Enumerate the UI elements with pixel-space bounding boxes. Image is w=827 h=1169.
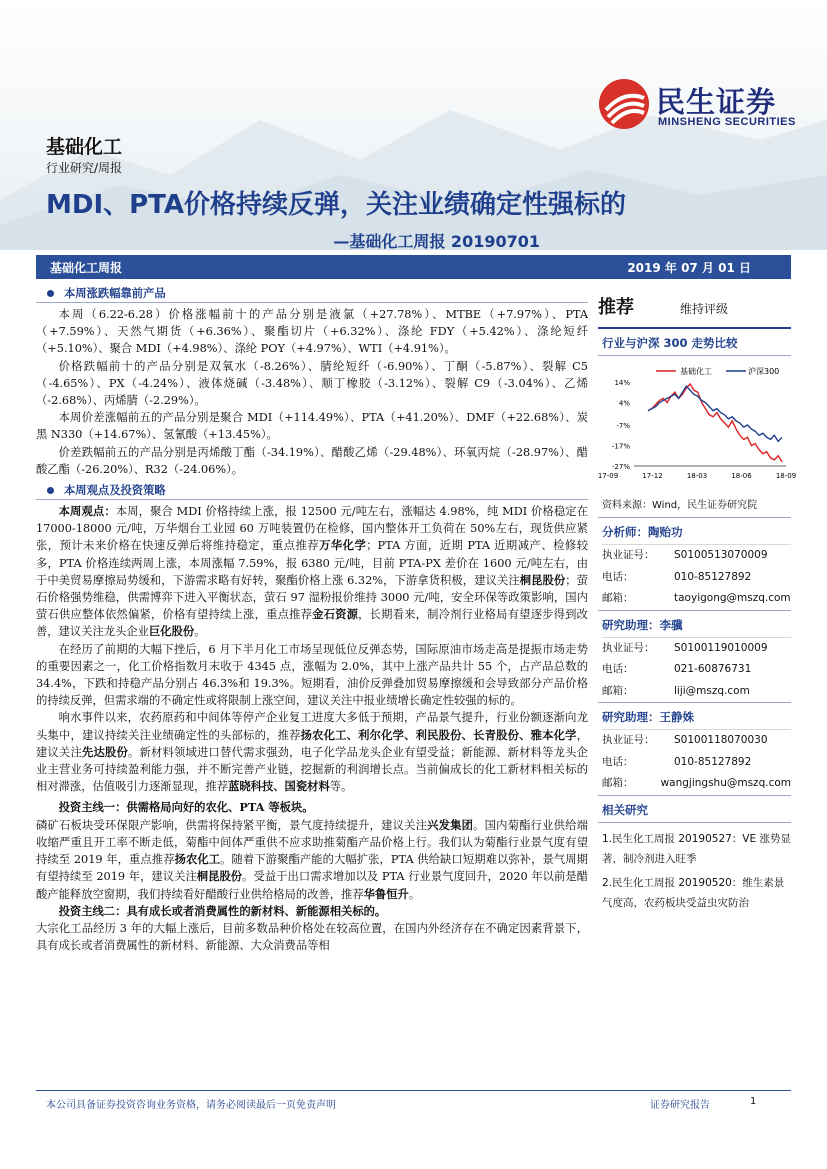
text-run: 。新材料领域进口替代需求强劲，电子化学品龙头企业有望受益；新能源、新材料等龙头企业主营业务可持续盈利能力强，并不断完善产业链，挖掘新的利润增长点。当前偏成长的化工新材料相关标的相对滞涨，估值吸引力逐渐显现，推荐: [36, 745, 588, 794]
report-title: MDI、PTA价格持续反弹，关注业绩确定性强标的: [46, 190, 627, 220]
chart-y-tick: -7%: [616, 422, 630, 431]
info-key: 电话：: [602, 755, 634, 768]
stock-name: 桐昆股份: [196, 869, 243, 884]
stock-name: 华鲁恒升: [363, 886, 409, 901]
info-key: 执业证号：: [602, 734, 655, 746]
info-row: [602, 638, 791, 660]
text-run: 。: [194, 625, 206, 639]
person-name: 王静姝: [659, 710, 694, 724]
paragraph: [36, 709, 588, 795]
info-row: [602, 567, 791, 589]
info-row: [602, 588, 791, 610]
text-run: 磷矿石板块受环保限产影响，供需将保持紧平衡，景气度持续提升，建议关注: [36, 818, 428, 832]
info-value: 010-85127892: [674, 755, 752, 768]
info-value: 010-85127892: [674, 570, 752, 583]
stock-name: 扬农化工: [174, 852, 221, 867]
chart-svg: [597, 362, 797, 490]
logo-english-name: MINSHENG SECURITIES: [658, 116, 796, 128]
paragraph: 价差跌幅前五的产品分别是丙烯酸丁酯（-34.19%）、醋酸乙烯（-29.48%）、环氧丙烷（-28.97%）、醋酸乙酯（-26.20%）、R32（-24.06%）。: [36, 445, 588, 476]
section-heading-movers: [36, 285, 588, 302]
chart-x-tick: 18-06: [731, 472, 752, 480]
info-value: S0100513070009: [674, 549, 768, 561]
text-run: 本周，聚合 MDI 价格持续上涨，报 12500 元/吨左右，涨幅达 4.98%，纯 MDI 价格稳定在 17000-18000 元/吨，万华烟台工业园 60 万吨装置仍在检修，国内整体开工负荷在 50%左右，现货供应紧张，预计未来价格在快速反弹后将维持稳定，重点推荐: [36, 505, 588, 553]
paragraph: [36, 817, 588, 903]
band-date: 2019 年 07 月 01 日: [627, 261, 751, 275]
paragraph: [36, 503, 588, 641]
stock-name: 金石资源: [312, 607, 359, 622]
info-value: S0100118070030: [674, 734, 768, 746]
section-title: 本周涨跌幅靠前产品: [64, 287, 166, 300]
text-run: 。国内菊酯行业供给端收缩严重且开工率不断走低，菊酯中间体严重供不应求助推菊酯产品价格上行。我们认为菊酯行业景气度有望持续至 2019 年，重点推荐: [36, 818, 588, 867]
role-label: 研究助理：: [602, 710, 660, 724]
info-key: 电话：: [602, 570, 634, 583]
person-name: 李骥: [659, 617, 683, 632]
info-row: [602, 752, 791, 774]
sidebar: [597, 285, 797, 917]
text-run: ，长期看来，制冷剂行业格局有望逐步得到改善，建议关注龙头企业: [36, 608, 588, 639]
title-band: [36, 255, 791, 279]
info-row: [602, 730, 791, 752]
assistant-block: [598, 611, 791, 704]
stock-name: 巨化股份: [148, 624, 195, 639]
chart-legend-index: 沪深300: [748, 367, 780, 376]
section-title: 本周观点及投资策略: [64, 484, 166, 498]
rating-status: 维持评级: [680, 302, 729, 316]
main-column: [36, 285, 588, 954]
assistant-heading: [602, 611, 791, 638]
role-label: 分析师：: [602, 525, 648, 539]
analyst-heading: [602, 518, 791, 545]
logo-chinese-name: 民生证券: [656, 85, 777, 119]
related-item[interactable]: 1.民生化工周报 20190527：VE 涨势显著，制冷剂进入旺季: [602, 832, 791, 865]
info-key: 邮箱：: [602, 684, 634, 697]
info-row: [602, 545, 791, 567]
info-row: [602, 773, 791, 795]
chart-y-tick: 14%: [614, 379, 630, 387]
info-row: [602, 659, 791, 681]
chart-x-tick: 18-09: [775, 472, 797, 480]
related-item[interactable]: 2.民生化工周报 20190520：维生素景气度高，农药板块受益虫灾防治: [602, 876, 785, 909]
related-research-list: [598, 823, 791, 913]
info-value: liji@mszq.com: [674, 684, 750, 697]
bullet-icon: [47, 290, 54, 297]
chart-title: 行业与沪深 300 走势比较: [598, 329, 791, 356]
stock-name: 万华化学: [319, 538, 367, 553]
paragraph: 本周价差涨幅前五的产品分别是聚合 MDI（+114.49%）、PTA（+41.20%）、DMF（+22.68%）、炭黑 N330（+14.67%）、氢氰酸（+13.45%）。: [36, 411, 588, 442]
text-run: 。受益于出口需求增加以及 PTA 行业景气度回升，2020 年以前是醋酸产能释放空窗期，我们持续看好醋酸行业供给格局的改善，推荐: [36, 870, 588, 901]
page-footer: [36, 1090, 791, 1112]
stock-name: 扬农化工、利尔化学、利民股份、长青股份、雅本化学: [300, 727, 577, 742]
report-subtitle: —基础化工周报 20190701: [333, 232, 540, 251]
logo-mark-icon: [598, 78, 650, 130]
report-type: 行业研究/周报: [46, 161, 123, 175]
related-research-title: 相关研究: [598, 796, 791, 823]
text-run: ；PTA 方面，近期 PTA 近期减产、检修较多，PTA 价格连续两周上涨，本周涨幅 7.59%，报 6380 元/吨，目前 PTA-PX 差价在 1600 元/吨左右，由于中美贸易摩擦局势缓和，下游需求略有好转，聚酯价格上涨 6.32%，下游拿货积极，建议关注: [36, 539, 588, 587]
text-run: 。随着下游聚酯产能的大幅扩张，PTA 供给缺口短期难以弥补，景气周期有望持续至 2019 年，建议关注: [36, 853, 588, 884]
page-number: 1: [750, 1096, 757, 1107]
text-run: 。: [408, 887, 421, 901]
paragraph: 本周（6.22-6.28）价格涨幅前十的产品分别是液氯（+27.78%）、MTBE（+7.97%）、PTA（+7.59%）、天然气期货（+6.36%）、聚酯切片（+6.32%）、涤纶 FDY（+5.42%）、涤纶短纤（+5.10%）、聚合 MDI（+4.98%）、涤纶 POY（+4.97%）、WTI（+4.91%）。: [36, 308, 588, 356]
chart-series-industry: [648, 384, 782, 462]
chart-x-tick: 17-09: [597, 472, 619, 480]
info-value: wangjingshu@mszq.com: [660, 777, 791, 789]
info-key: 执业证号：: [602, 549, 655, 561]
role-label: 研究助理：: [602, 617, 660, 632]
paragraph: 在经历了前期的大幅下挫后，6 月下半月化工市场呈现低位反弹态势，国际原油市场走高是提振市场走势的重要因素之一，化工价格指数月末收于 4345 点，涨幅为 2.0%，其中上涨产品共计 55 个，占产品总数的 34.4%，下跌和持稳产品分别占 46.3%和 19.3%。短期看，油价反弹叠加贸易摩擦缓和会导致部分产品价格的持续反弹，但需求端的不确定性或将限制上涨空间，建议关注中报业绩增长确定性较强的标的。: [36, 642, 588, 708]
assistant-heading: [602, 703, 791, 730]
performance-chart: [597, 362, 797, 490]
person-name: 陶贻功: [648, 525, 683, 539]
info-key: 执业证号：: [602, 641, 655, 654]
text-run: ，建议关注: [36, 728, 588, 759]
text-run: 响水事件以来，农药原药和中间体等停产企业复工进度大多低于预期，产品景气提升，行业份额逐渐向龙头集中，建议持续关注业绩确定性的头部标的，推荐: [36, 711, 588, 742]
chart-x-tick: 18-03: [686, 472, 708, 480]
rating-box: [598, 285, 791, 329]
info-value: taoyigong@mszq.com: [674, 592, 791, 604]
info-key: 邮箱：: [602, 592, 634, 604]
paragraph: 价格跌幅前十的产品分别是双氧水（-8.26%）、腈纶短纤（-6.90%）、丁酮（-5.87%）、裂解 C5（-4.65%）、PX（-4.24%）、液体烧碱（-3.48%）、顺丁橡胶（-3.12%）、裂解 C9（-3.04%）、乙烯（-2.68%）、丙烯腈（-2.29%）。: [36, 359, 588, 408]
sector-name: 基础化工: [46, 136, 123, 158]
assistant-block: [598, 703, 791, 796]
chart-y-tick: 4%: [618, 399, 630, 408]
bullet-icon: [47, 487, 54, 494]
info-value: S0100119010009: [674, 641, 768, 654]
chart-x-tick: 17-12: [642, 472, 663, 480]
stock-name: 桐昆股份: [519, 572, 566, 587]
stock-name: 兴发集团: [427, 817, 474, 832]
stock-name: 先达股份: [82, 744, 129, 759]
footer-label: 证券研究报告: [650, 1100, 710, 1111]
inline-lead: 本周观点：: [58, 504, 116, 519]
text-run: ；萤石价格强势维稳，供需博弈下进入平衡状态，萤石 97 湿粉报价维持 3000 元/吨，安全环保等政策影响，国内萤石供应整体依然偏紧，价格有望持续上涨，重点推荐: [36, 573, 588, 622]
analyst-block: [598, 518, 791, 611]
info-key: 电话：: [602, 663, 634, 675]
chart-y-tick: -17%: [611, 442, 630, 451]
info-row: [602, 681, 791, 703]
paragraph: 大宗化工品经历 3 年的大幅上涨后，目前多数品种价格处在较高位置，在国内外经济存在不确定因素背景下，具有成长或者消费属性的新材料、新能源、大众消费品等相: [36, 921, 588, 953]
chart-y-tick: -27%: [611, 463, 630, 471]
footer-disclaimer: 本公司具备证券投资咨询业务资格，请务必阅读最后一页免责声明: [46, 1100, 336, 1111]
text-run: 等。: [329, 780, 353, 794]
chart-legend-industry: 基础化工: [680, 367, 712, 376]
rating-label: 推荐: [598, 297, 634, 318]
band-report-name: 基础化工周报: [50, 261, 123, 275]
stock-name: 蓝晓科技、国瓷材料: [228, 779, 330, 794]
info-key: 邮箱：: [602, 777, 634, 789]
info-value: 021-60876731: [674, 663, 752, 675]
company-logo: [598, 78, 798, 134]
investment-line-1-title: 投资主线一：供需格局向好的农化、PTA 等板块。: [58, 800, 314, 815]
section-heading-strategy: [36, 482, 588, 499]
investment-line-2-title: 投资主线二：具有成长或者消费属性的新材料、新能源相关标的。: [58, 903, 387, 918]
chart-source: 资料来源：Wind，民生证券研究院: [598, 490, 791, 518]
